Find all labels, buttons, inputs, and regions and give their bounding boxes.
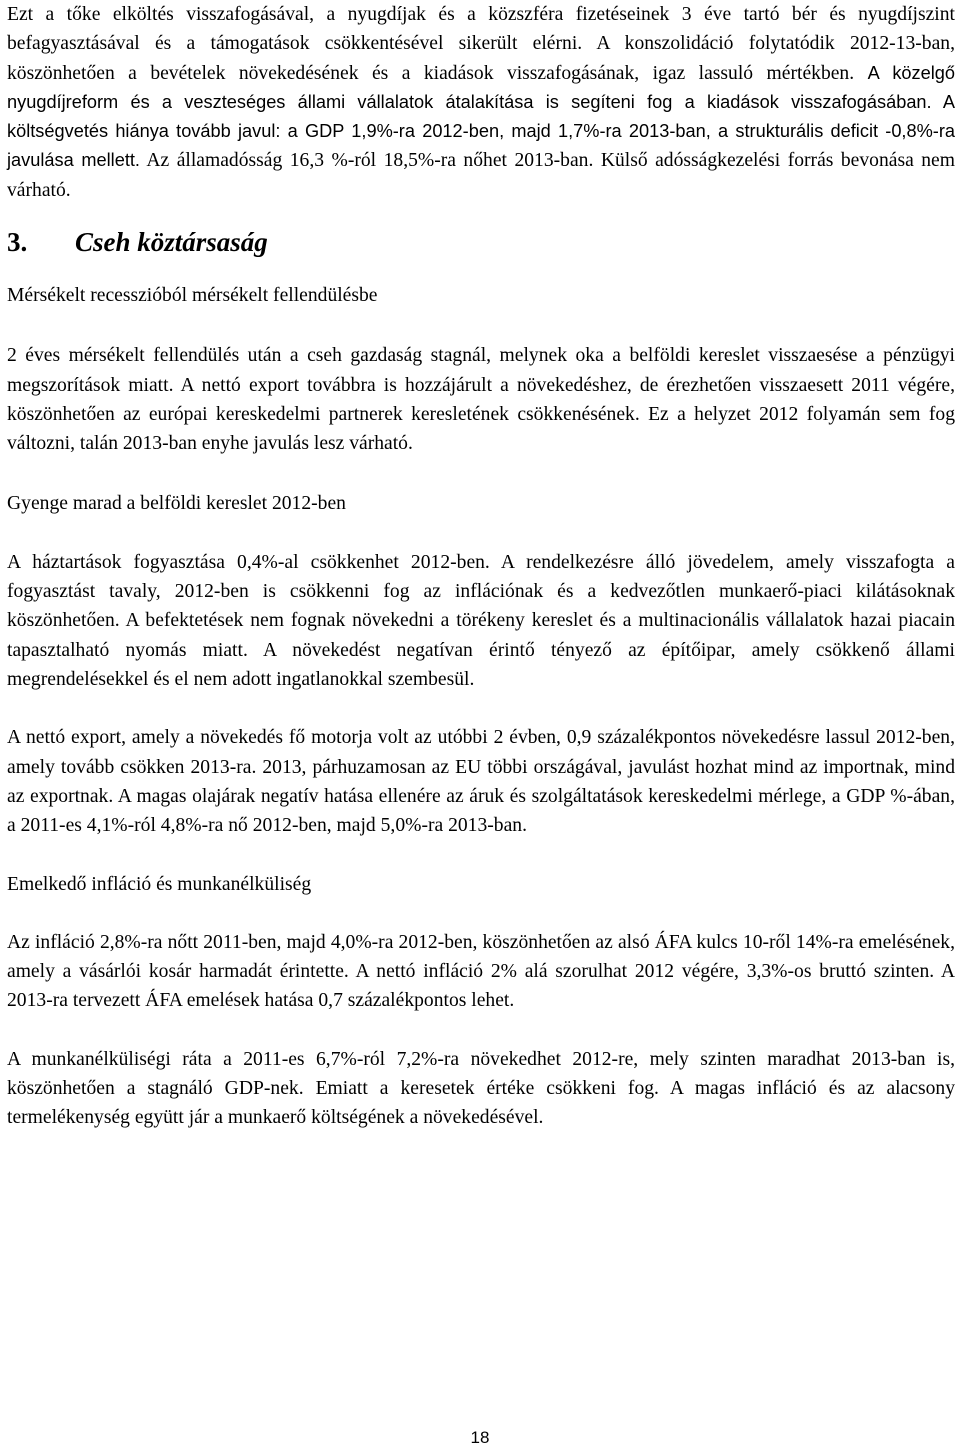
intro-paragraph xyxy=(7,0,955,205)
spacer xyxy=(7,459,955,489)
spacer xyxy=(7,518,955,548)
subheading-inflation: Emelkedő infláció és munkanélküliség xyxy=(7,873,312,895)
section-number: 3. xyxy=(7,227,28,258)
spacer xyxy=(7,694,955,723)
spacer xyxy=(7,899,955,928)
body-paragraph-2: A háztartások fogyasztása 0,4%-al csökkenhet 2012-ben. A rendelkezésre álló jövedelem, amely visszafogta a fogyasztást tavaly, 2012-ben is csökkenni fog az inflációnak és a kedvezőtlen munkaerő-piaci kilátásoknak köszönhetően. A befektetések nem fognak növekedni a törékeny kereslet és a multinacionális vállalatok hazai piacain tapasztalható nyomás miatt. A növekedést negatívan érintő tényező az építőipar, amely csökkenő állami megrendelésekkel és el nem adott ingatlanokkal szembesül. xyxy=(7,551,955,691)
body-paragraph-5: A munkanélküliségi ráta a 2011-es 6,7%-ról 7,2%-ra növekedhet 2012-re, mely szinten maradhat 2013-ban is, köszönhetően a stagnáló GDP-nek. Emiatt a keresetek értéke csökkeni fog. A magas infláció és az alacsony termelékenység együtt jár a munkaerő költségének a növekedésével. xyxy=(7,1048,955,1129)
intro-text-1: Ezt a tőke elköltés visszafogásával, a nyugdíjak és a közszféra fizetéseinek 3 éve tartó bér és nyugdíjszint befagyasztásával és a támogatások csökkentésével sikerült elérni. A konszolidáció folytatódik 2012-13-ban, köszönhetően a bevételek növekedésének és a kiadások visszafogásának, igaz lassuló mértékben. xyxy=(7,4,955,84)
spacer xyxy=(7,1016,955,1045)
intro-text-2: A közelgő nyugdíjreform és a veszteséges állami vállalatok átalakítása is segíteni fog a kiadások visszafogásában. A költségvetés hiánya tovább javul: a GDP 1,9%-ra 2012-ben, majd 1,7%-ra 2013-ban, a strukturális deficit -0,8%-ra javulása mellett. xyxy=(7,62,956,171)
body-paragraph-3: A nettó export, amely a növekedés fő motorja volt az utóbbi 2 évben, 0,9 százalékpontos növekedésre lassul 2012-ben, amely tovább csökken 2013-ra. 2013, párhuzamosan az EU többi országával, javulást hozhat mind az importnak, mind az exportnak. A magas olajárak negatív hatása ellenére az áruk és szolgáltatások kereskedelmi mérlege, a GDP %-ában, a 2011-es 4,1%-ról 4,8%-ra nő 2012-ben, majd 5,0%-ra 2013-ban. xyxy=(7,727,955,837)
subheading-recession: Mérsékelt recesszióból mérsékelt fellendülésbe xyxy=(7,285,378,307)
spacer xyxy=(7,310,955,341)
page-content xyxy=(7,0,955,1133)
subheading-domestic-demand: Gyenge marad a belföldi kereslet 2012-ben xyxy=(7,492,346,514)
spacer xyxy=(7,259,955,281)
body-paragraph-4: Az infláció 2,8%-ra nőtt 2011-ben, majd 4,0%-ra 2012-ben, köszönhetően az alsó ÁFA kulcs 10-ről 14%-ra emelésének, amely a vásárlói kosár harmadát érintette. A nettó infláció 2% alá szorulhat 2012 végére, 3,3%-os bruttó szinten. A 2013-ra tervezett ÁFA emelések hatása 0,7 százalékpontos lehet. xyxy=(7,931,955,1012)
section-title: Cseh köztársaság xyxy=(75,227,268,258)
intro-text-3: Az államadósság 16,3 %-ról 18,5%-ra nőhet 2013-ban. Külső adósságkezelési forrás bevonása nem várható. xyxy=(7,150,955,201)
section-heading xyxy=(7,225,955,259)
page-number: 18 xyxy=(470,1428,490,1447)
body-paragraph-1: 2 éves mérsékelt fellendülés után a cseh gazdaság stagnál, melynek oka a belföldi kereslet visszaesése a pénzügyi megszorítások miatt. A nettó export továbbra is hozzájárult a növekedéshez, de érezhetően visszaesett 2011 végére, köszönhetően az európai kereskedelmi partnerek keresletének csökkenésének. Ez a helyzet 2012 folyamán sem fog változni, talán 2013-ban enyhe javulás lesz várható. xyxy=(7,345,955,455)
spacer xyxy=(7,841,955,870)
spacer xyxy=(7,205,955,225)
